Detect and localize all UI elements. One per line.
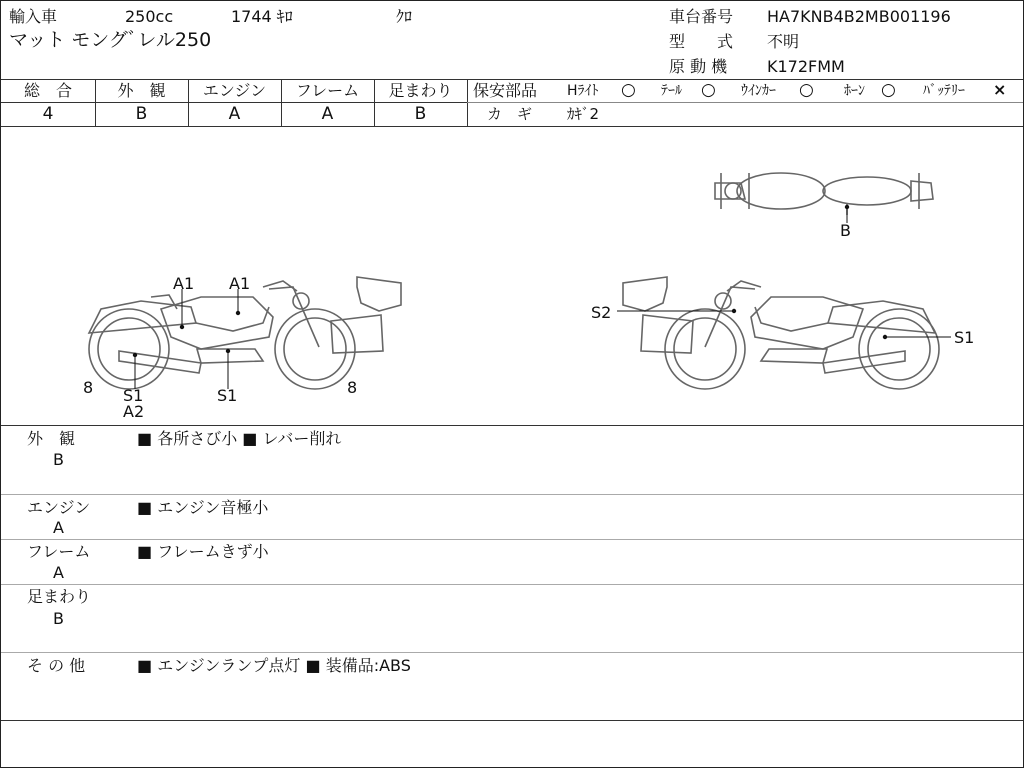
note-frame-category: フレーム: [27, 542, 91, 561]
safety-mark-winker: ○: [799, 80, 814, 100]
note-exterior-text: ■ 各所さび小 ■ レバー削れ: [137, 429, 342, 448]
type-value: 不明: [767, 32, 800, 51]
note-frame-text: ■ フレームきず小: [137, 542, 269, 561]
diagram-label-s2: S2: [591, 303, 612, 322]
note-other-text: ■ エンジンランプ点灯 ■ 装備品:ABS: [137, 656, 411, 675]
note-engine-text: ■ エンジン音極小: [137, 498, 269, 517]
type-label: 型 式: [669, 32, 734, 51]
color: ｸﾛ: [396, 7, 413, 26]
model-name: マット モングﾞレル250: [9, 29, 212, 51]
diagram-label-a2: A2: [123, 402, 145, 421]
safety-item-battery: ﾊﾞｯﾃﾘｰ: [923, 83, 965, 99]
frame-no-label: 車台番号: [669, 7, 734, 26]
grade-overall-label: 総 合: [23, 81, 72, 100]
safety-label: 保安部品: [473, 81, 538, 100]
grade-exterior-label: 外 観: [117, 81, 166, 100]
frame-no: HA7KNB4B2MB001196: [767, 7, 951, 26]
motorcycle-diagram: [1, 127, 1023, 427]
safety-item-winker: ｳｲﾝｶｰ: [741, 83, 776, 99]
grade-frame-value: A: [321, 104, 334, 124]
note-other-category: そ の 他: [27, 656, 86, 675]
grade-suspension-label: 足まわり: [388, 81, 453, 100]
note-exterior-grade: B: [53, 450, 64, 469]
grade-suspension-value: B: [414, 104, 427, 124]
safety-item-horn: ﾎｰﾝ: [844, 83, 865, 99]
mileage: 1744 ｷﾛ: [231, 7, 293, 26]
diagram-label-a1-2: A1: [229, 274, 251, 293]
note-suspension-grade: B: [53, 609, 64, 628]
safety-item-tail: ﾃｰﾙ: [661, 83, 682, 99]
import-label: 輸入車: [9, 7, 58, 26]
grade-frame-label: フレーム: [295, 81, 360, 100]
engine-value: K172FMM: [767, 57, 845, 76]
safety-mark-tail: ○: [701, 80, 716, 100]
safety-item-headlight: Hﾗｲﾄ: [567, 83, 599, 99]
note-exterior-category: 外 観: [27, 429, 76, 448]
note-engine-grade: A: [53, 518, 64, 537]
diagram-label-s1-left: S1: [123, 386, 144, 405]
diagram-label-8-right: 8: [347, 378, 358, 397]
note-frame-grade: A: [53, 563, 64, 582]
diagram-label-b-top: B: [840, 221, 851, 240]
right-rear-wheel: [859, 309, 939, 389]
note-suspension-category: 足まわり: [27, 587, 92, 606]
grade-exterior-value: B: [135, 104, 148, 124]
diagram-label-s1-mid: S1: [217, 386, 238, 405]
grade-engine-value: A: [228, 104, 241, 124]
left-front-wheel: [275, 309, 355, 389]
note-engine-category: エンジン: [27, 498, 91, 517]
safety-mark-battery: ×: [993, 80, 1007, 99]
grade-overall-value: 4: [42, 104, 54, 124]
safety-mark-headlight: ○: [621, 80, 636, 100]
key-value: ｶｷﾞ2: [567, 105, 600, 123]
diagram-label-a1-1: A1: [173, 274, 195, 293]
key-label: カ ギ: [487, 105, 533, 123]
diagram-label-s1-right: S1: [954, 328, 975, 347]
diagram-label-8-left: 8: [83, 378, 94, 397]
right-front-wheel: [665, 309, 745, 389]
grade-engine-label: エンジン: [202, 81, 267, 100]
left-rear-wheel: [89, 309, 169, 389]
engine-label: 原 動 機: [669, 57, 728, 76]
safety-mark-horn: ○: [881, 80, 896, 100]
displacement: 250cc: [125, 7, 174, 26]
